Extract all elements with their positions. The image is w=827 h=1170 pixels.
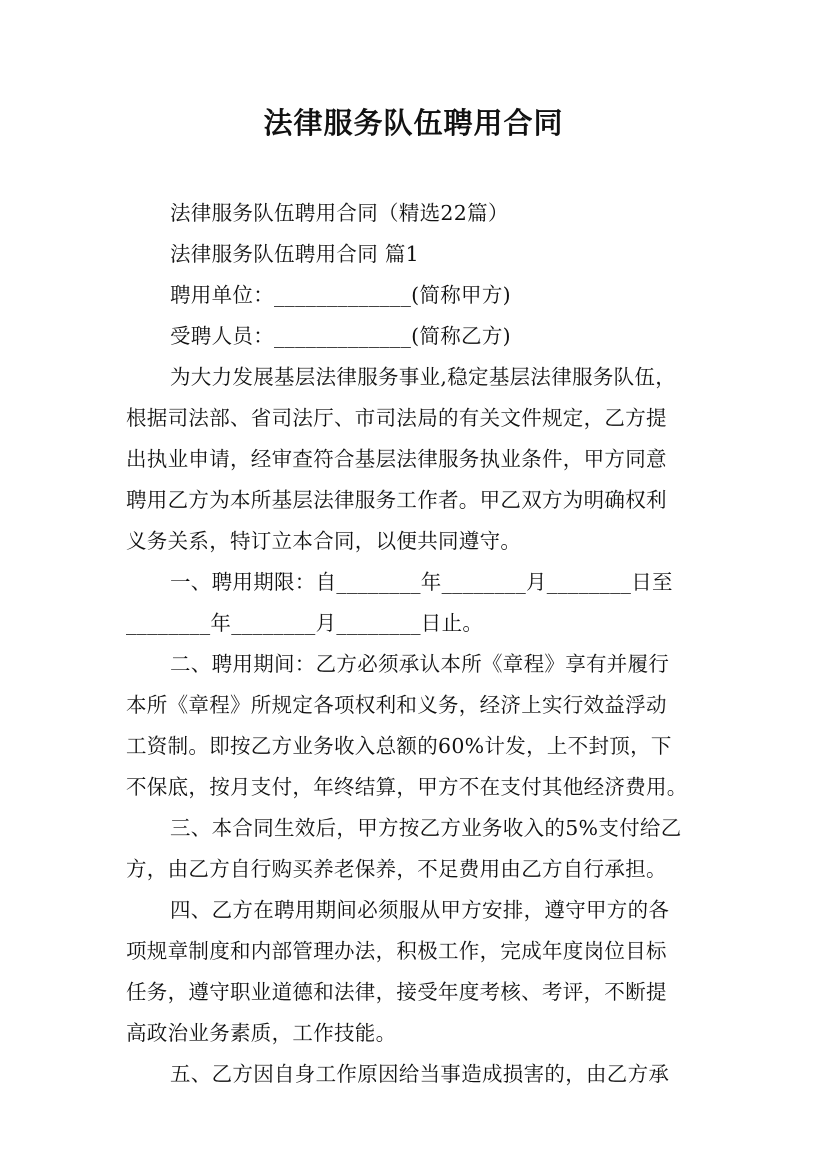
text-line: 二、聘用期间：乙方必须承认本所《章程》享有并履行 xyxy=(170,652,670,676)
text-line: 义务关系，特订立本合同，以便共同遵守。 xyxy=(126,529,522,553)
text-line: 聘用乙方为本所基层法律服务工作者。甲乙双方为明确权利 xyxy=(126,488,667,512)
document-body xyxy=(126,193,706,1095)
text-line: 五、乙方因自身工作原因给当事造成损害的，由乙方承 xyxy=(170,1062,670,1086)
text-line: 任务，遵守职业道德和法律，接受年度考核、考评，不断提 xyxy=(126,980,667,1004)
text-line: 方，由乙方自行购买养老保养，不足费用由乙方自行承担。 xyxy=(126,857,667,881)
text-line: 聘用单位：_____________(简称甲方) xyxy=(170,283,511,307)
text-line: 高政治业务素质，工作技能。 xyxy=(126,1021,397,1045)
text-line: 一、聘用期限：自________年________月________日至 xyxy=(170,570,673,594)
text-line: 法律服务队伍聘用合同 篇1 xyxy=(170,242,419,266)
text-line: 根据司法部、省司法厅、市司法局的有关文件规定，乙方提 xyxy=(126,406,667,430)
text-line: 三、本合同生效后，甲方按乙方业务收入的5%支付给乙 xyxy=(170,816,682,840)
text-line: 四、乙方在聘用期间必须服从甲方安排，遵守甲方的各 xyxy=(170,898,670,922)
text-line: 本所《章程》所规定各项权利和义务，经济上实行效益浮动 xyxy=(126,693,667,717)
text-line: 工资制。即按乙方业务收入总额的60%计发，上不封顶，下 xyxy=(126,734,672,758)
text-line: 受聘人员：_____________(简称乙方) xyxy=(170,324,511,348)
text-line: 出执业申请，经审查符合基层法律服务执业条件，甲方同意 xyxy=(126,447,667,471)
text-line: 不保底，按月支付，年终结算，甲方不在支付其他经济费用。 xyxy=(126,775,688,799)
text-line: ________年________月________日止。 xyxy=(126,611,484,635)
text-line: 为大力发展基层法律服务事业,稳定基层法律服务队伍， xyxy=(170,365,677,389)
text-line: 法律服务队伍聘用合同（精选22篇） xyxy=(170,201,509,225)
document-title: 法律服务队伍聘用合同 xyxy=(263,106,564,140)
text-line: 项规章制度和内部管理办法，积极工作，完成年度岗位目标 xyxy=(126,939,667,963)
